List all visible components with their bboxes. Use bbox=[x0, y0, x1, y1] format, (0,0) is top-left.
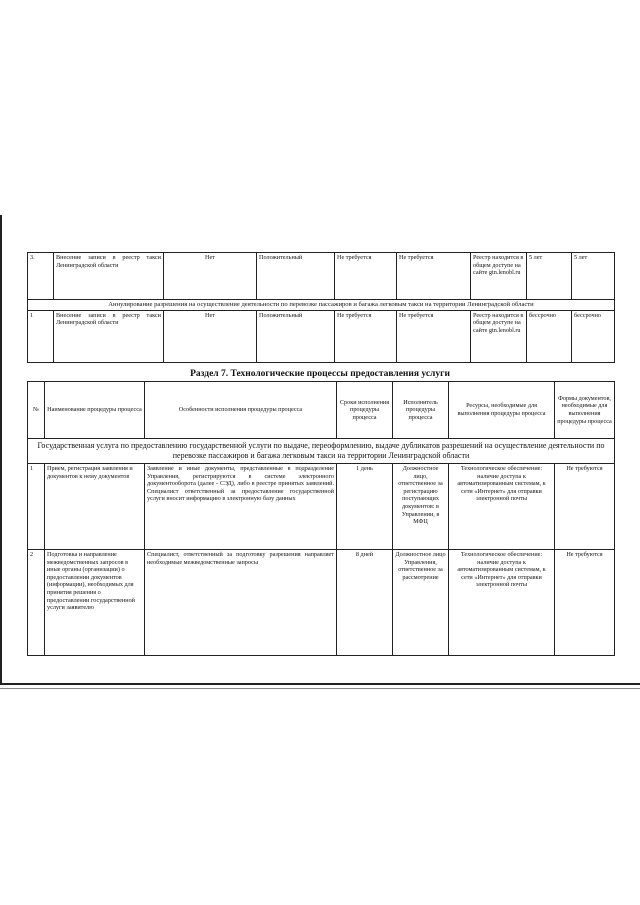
result-name: Внесение записи в реестр такси Ленинградской области bbox=[54, 310, 164, 362]
row-number: 1 bbox=[28, 310, 54, 362]
subservice-title: Аннулирование разрешения на осуществление деятельности по перевозке пассажиров и багажа легковым такси на территории Ленинградской области bbox=[28, 300, 615, 311]
procedure-forms: Не требуются bbox=[555, 464, 615, 550]
cell-result-type: Положительный bbox=[257, 253, 335, 300]
procedure-resources: Технологическое обеспечение: наличие доступа к автоматизированным системам, к сети «Интернет» для отправки электронной почты bbox=[449, 550, 555, 656]
col-header-name: Наименование процедуры процесса bbox=[45, 382, 145, 439]
results-table bbox=[27, 252, 615, 363]
procedure-executor: Должностное лицо Управления, ответственное за рассмотрение bbox=[393, 550, 449, 656]
cell-sample: Не требуется bbox=[397, 310, 471, 362]
col-header-forms: Формы документов, необходимые для выполнения процедуры процесса bbox=[555, 382, 615, 439]
section-row bbox=[28, 439, 615, 464]
header-row bbox=[28, 382, 615, 439]
cell-requirement: Нет bbox=[164, 253, 257, 300]
scan-left-edge bbox=[0, 215, 2, 685]
procedure-name: Прием, регистрация заявления и документов к нему документов bbox=[45, 464, 145, 550]
table-row bbox=[28, 310, 615, 362]
cell-method: Реестр находится в общем доступе на сайте gtn.lenobl.ru bbox=[471, 253, 527, 300]
procedure-forms: Не требуются bbox=[555, 550, 615, 656]
procedure-features: Заявление и иные документы, представленные в подразделение Управления, регистрируются в системе электронного документооборота (далее - СЭД), либо в реестре принятых заявлений. Специалист ответственный за предоставление государственной услуги вносит информацию в электронную базу данных bbox=[145, 464, 337, 550]
col-header-number: № bbox=[28, 382, 45, 439]
table-row bbox=[28, 550, 615, 656]
col-header-resources: Ресурсы, необходимые для выполнения процедуры процесса bbox=[449, 382, 555, 439]
scan-bottom-edge-shadow bbox=[0, 688, 640, 689]
cell-storage-authority: бессрочно bbox=[527, 310, 572, 362]
row-number: 2 bbox=[28, 550, 45, 656]
cell-sample: Не требуется bbox=[397, 253, 471, 300]
section-row bbox=[28, 300, 615, 311]
procedure-executor: Должностное лицо, ответственное за регистрацию поступающих документов: в Управлении, в МФЦ bbox=[393, 464, 449, 550]
table-row bbox=[28, 464, 615, 550]
service-title: Государственная услуга по предоставлению государственной услуги по выдаче, переоформлению, выдаче дубликатов разрешений на осуществление деятельности по перевозке пассажиров и багажа легковым такси на территории Ленинградской области bbox=[28, 439, 615, 464]
col-header-term: Сроки исполнения процедуры процесса bbox=[337, 382, 393, 439]
result-name: Внесение записи в реестр такси Ленинградской области bbox=[54, 253, 164, 300]
row-number: 1 bbox=[28, 464, 45, 550]
cell-form: Не требуется bbox=[335, 253, 397, 300]
procedure-name: Подготовка и направление межведомственных запросов в иные органы (организации) о предоставлении документов (информации), необходимых для принятия решения о предоставлении государственной услуги заявителю bbox=[45, 550, 145, 656]
cell-requirement: Нет bbox=[164, 310, 257, 362]
procedure-features: Специалист, ответственный за подготовку разрешения направляет необходимые межведомственные запросы bbox=[145, 550, 337, 656]
procedure-term: 1 день bbox=[337, 464, 393, 550]
cell-storage-mfc: 5 лет bbox=[572, 253, 615, 300]
cell-method: Реестр находится в общем доступе на сайте gtn.lenobl.ru bbox=[471, 310, 527, 362]
table-row bbox=[28, 253, 615, 300]
cell-result-type: Положительный bbox=[257, 310, 335, 362]
cell-form: Не требуется bbox=[335, 310, 397, 362]
scan-bottom-edge bbox=[0, 683, 640, 685]
procedure-term: 8 дней bbox=[337, 550, 393, 656]
cell-storage-authority: 5 лет bbox=[527, 253, 572, 300]
row-number: 3. bbox=[28, 253, 54, 300]
process-table bbox=[27, 381, 615, 656]
col-header-executor: Исполнитель процедуры процесса bbox=[393, 382, 449, 439]
cell-storage-mfc: бессрочно bbox=[572, 310, 615, 362]
col-header-features: Особенности исполнения процедуры процесса bbox=[145, 382, 337, 439]
procedure-resources: Технологическое обеспечение: наличие доступа к автоматизированным системам, к сети «Интернет» для отправки электронной почты bbox=[449, 464, 555, 550]
section-title: Раздел 7. Технологические процессы предоставления услуги bbox=[190, 369, 450, 379]
